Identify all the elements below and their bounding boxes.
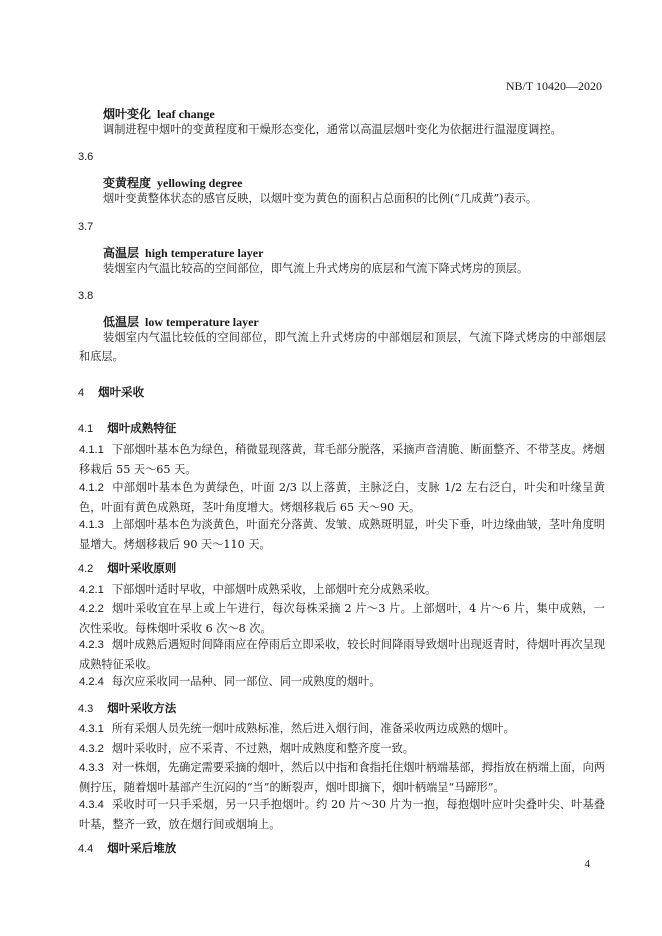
term-zh: 低温层: [103, 315, 140, 329]
list-item: [79, 478, 605, 517]
item-text: 对一株烟，先确定需要采摘的烟叶，然后以中指和食指托住烟叶柄端基部，拇指放在柄端上面，向两侧拧压，随着烟叶基部产生沉闷的“当”的断裂声，烟叶即摘下，烟叶柄端呈“马蹄形”。: [79, 761, 605, 794]
item-text: 下部烟叶基本色为绿色，稍微显现落黄，茸毛部分脱落，采摘声音清脆、断面整齐、不带茎皮。烤烟移栽后 55 天～65 天。: [79, 443, 605, 476]
item-text: 中部烟叶基本色为黄绿色，叶面 2/3 以上落黄，主脉泛白，支脉 1/2 左右泛白，叶尖和叶缘呈黄色，叶面有黄色成熟斑，茎叶角度增大。烤烟移栽后 65 天～90 天。: [79, 481, 605, 514]
section-heading: [78, 557, 176, 576]
section-title: 烟叶成熟特征: [107, 421, 177, 435]
item-number: 4.3.3: [79, 762, 104, 774]
list-item: [79, 758, 605, 797]
term-definition: 装烟室内气温比较低的空间部位，即气流上升式烤房的中部烟层和顶层，气流下降式烤房的中部烟层和底层。: [79, 331, 606, 363]
clause-number: 3.6: [78, 151, 94, 163]
item-number: 4.3.2: [79, 743, 104, 755]
term-en: high temperature layer: [145, 246, 264, 260]
clause-number: 3.8: [78, 290, 94, 302]
term-en: low temperature layer: [145, 315, 259, 329]
section-heading: [78, 697, 176, 716]
list-item: [79, 739, 605, 759]
section-number: 4.3: [78, 703, 94, 715]
item-text: 采收时可一只手采烟，另一只手抱烟叶。约 20 片～30 片为一抱，每抱烟叶应叶尖叠叶尖、叶基叠叶基，整齐一致，放在烟行间或烟垧上。: [79, 798, 605, 831]
term-definition: 烟叶变黄整体状态的感官反映，以烟叶变为黄色的面积占总面积的比例(“几成黄”)表示。: [103, 192, 538, 205]
item-number: 4.2.2: [79, 603, 104, 615]
term-definition: 装烟室内气温比较高的空间部位，即气流上升式烤房的底层和气流下降式烤房的顶层。: [103, 262, 529, 275]
term-zh: 高温层: [103, 246, 140, 260]
list-item: [79, 515, 605, 554]
section-number: 4.1: [78, 423, 94, 435]
section-number: 4.4: [78, 843, 94, 855]
item-text: 每次应采收同一品种、同一部位、同一成熟度的烟叶。: [111, 675, 381, 688]
standard-code: NB/T 10420—2020: [505, 79, 602, 93]
item-text: 下部烟叶适时早收，中部烟叶成熟采收，上部烟叶充分成熟采收。: [111, 583, 437, 596]
item-number: 4.2.3: [79, 639, 104, 651]
list-item: [79, 440, 605, 479]
list-item: [79, 580, 605, 600]
list-item: [79, 795, 605, 834]
section-title: 烟叶采收原则: [107, 561, 177, 575]
item-number: 4.1.3: [79, 519, 104, 531]
item-number: 4.2.4: [79, 676, 104, 688]
term-zh: 变黄程度: [103, 176, 152, 190]
clause-number: 3.7: [78, 221, 94, 233]
section-heading: [78, 417, 176, 436]
page-number: 4: [584, 858, 590, 870]
list-item: [79, 635, 605, 674]
section-title: 烟叶采后堆放: [107, 841, 177, 855]
term-definition: 调制进程中烟叶的变黄程度和干燥形态变化，通常以高温层烟叶变化为依据进行温湿度调控。: [103, 123, 562, 136]
list-item: [79, 672, 605, 692]
item-text: 烟叶采收宜在早上或上午进行，每次每株采摘 2 片～3 片。上部烟叶，4 片～6 片，集中成熟，一次性采收。每株烟叶采收 6 次～8 次。: [79, 602, 605, 635]
term-zh: 烟叶变化: [103, 107, 152, 121]
item-text: 烟叶采收时，应不采青、不过熟，烟叶成熟度和整齐度一致。: [111, 742, 414, 755]
item-number: 4.1.1: [79, 444, 104, 456]
section-title: 烟叶采收方法: [107, 701, 177, 715]
list-item: [79, 599, 605, 638]
item-text: 所有采烟人员先统一烟叶成熟标准，然后进入烟行间，准备采收两边成熟的烟叶。: [111, 722, 515, 735]
item-number: 4.3.4: [79, 799, 104, 811]
term-en: yellowing degree: [157, 176, 243, 190]
item-text: 上部烟叶基本色为淡黄色，叶面充分落黄、发皱、成熟斑明显，叶尖下垂，叶边缘曲皱，茎叶角度明显增大。烤烟移栽后 90 天～110 天。: [79, 518, 605, 551]
item-number: 4.3.1: [79, 723, 104, 735]
term-en: leaf change: [157, 107, 215, 121]
item-number: 4.1.2: [79, 482, 104, 494]
item-number: 4.2.1: [79, 584, 104, 596]
chapter-title: 烟叶采收: [98, 385, 145, 399]
item-text: 烟叶成熟后遇短时间降雨应在停雨后立即采收，较长时间降雨导致烟叶出现返青时，待烟叶再次呈现成熟特征采收。: [79, 638, 605, 671]
list-item: [79, 719, 605, 739]
chapter-heading: [78, 381, 144, 400]
section-heading: [78, 837, 176, 856]
chapter-number: 4: [78, 387, 85, 399]
section-number: 4.2: [78, 563, 94, 575]
